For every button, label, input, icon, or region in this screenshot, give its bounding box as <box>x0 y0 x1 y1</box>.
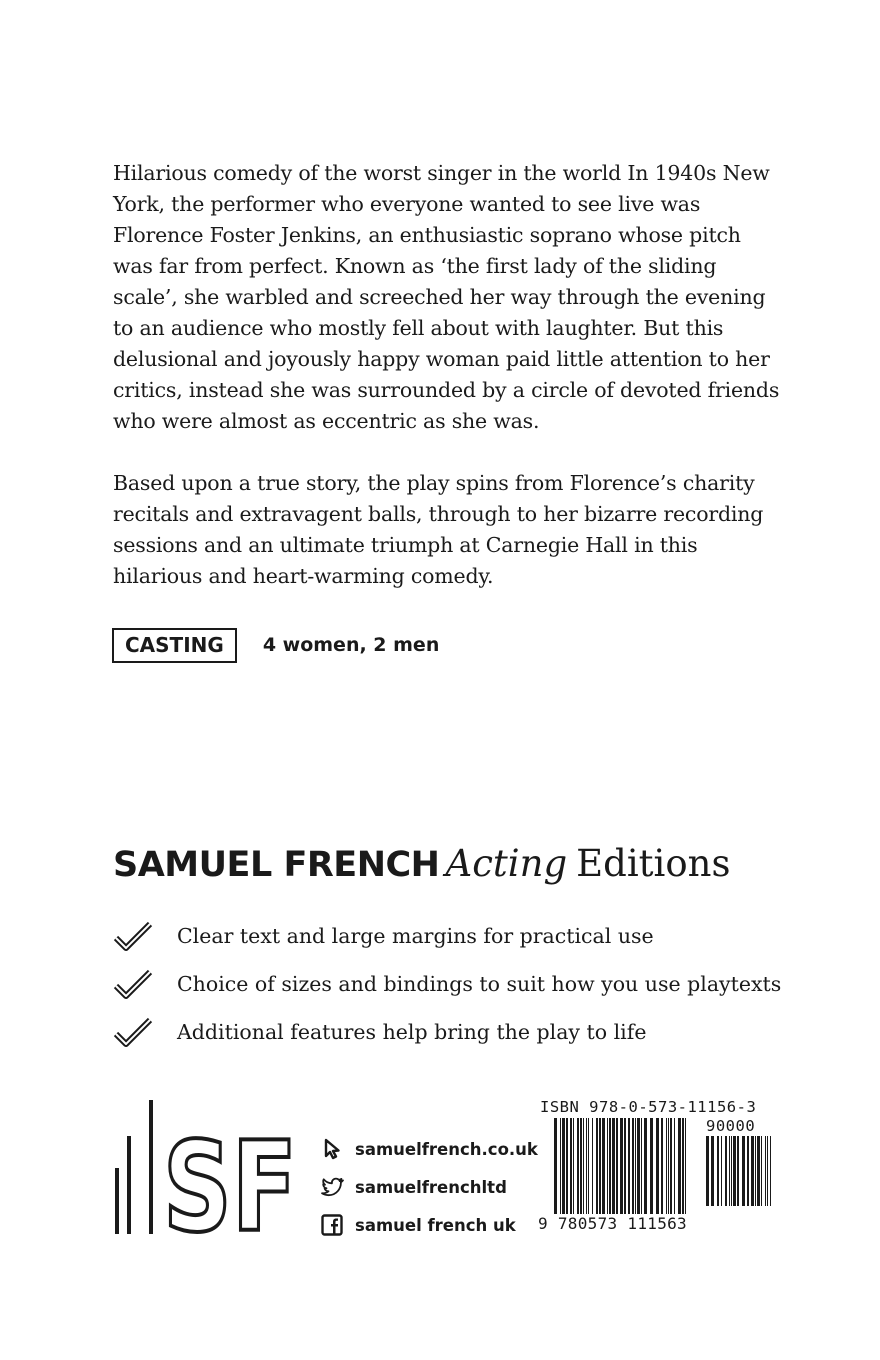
logo-text: SF <box>163 1116 297 1260</box>
series-italic-word: Acting <box>445 842 568 885</box>
feature-text: Choice of sizes and bindings to suit how you use playtexts <box>177 972 782 996</box>
website-text: samuelfrench.co.uk <box>355 1139 538 1159</box>
feature-text: Clear text and large margins for practical use <box>177 924 654 948</box>
feature-list <box>113 912 813 1056</box>
website-link[interactable] <box>320 1130 538 1168</box>
facebook-icon <box>320 1213 344 1237</box>
isbn-barcode <box>553 1118 691 1226</box>
facebook-text: samuel french uk <box>355 1215 516 1235</box>
publisher-name: SAMUEL FRENCH <box>113 845 440 885</box>
feature-text: Additional features help bring the play to life <box>177 1020 647 1044</box>
barcode-digits: 9 780573 111563 <box>538 1214 687 1233</box>
casting-value: 4 women, 2 men <box>262 634 440 656</box>
price-code: 90000 <box>706 1117 756 1135</box>
series-title <box>113 842 813 898</box>
feature-item <box>113 960 813 1008</box>
blurb <box>113 158 783 623</box>
checkmark-icon <box>113 920 153 952</box>
twitter-icon <box>320 1175 344 1199</box>
twitter-link[interactable] <box>320 1168 538 1206</box>
isbn-number: ISBN 978-0-573-11156-3 <box>540 1098 757 1116</box>
samuel-french-logo <box>113 1098 303 1260</box>
price-barcode <box>705 1136 773 1218</box>
facebook-link[interactable] <box>320 1206 538 1244</box>
feature-item <box>113 912 813 960</box>
blurb-paragraph-1: Hilarious comedy of the worst singer in the world In 1940s New York, the performer who everyone wanted to see live was Florence Foster Jenkins, an enthusiastic soprano whose pitch was far from perfect. Known as ‘the first lady of the sliding scale’, she warbled and screeched her way through the evening to an audience who mostly fell about with laughter. But this delusional and joyously happy woman paid little attention to her critics, instead she was surrounded by a circle of devoted friends who were almost as eccentric as she was. <box>113 161 780 433</box>
series-word: Editions <box>576 842 731 885</box>
casting-label: CASTING <box>112 628 237 663</box>
feature-item <box>113 1008 813 1056</box>
twitter-text: samuelfrenchltd <box>355 1177 507 1197</box>
checkmark-icon <box>113 968 153 1000</box>
checkmark-icon <box>113 1016 153 1048</box>
casting-info <box>112 627 439 663</box>
social-links <box>320 1130 538 1244</box>
blurb-paragraph-2: Based upon a true story, the play spins from Florence’s charity recitals and extravagent balls, through to her bizarre recording sessions and an ultimate triumph at Carnegie Hall in this hilarious and heart-warming comedy. <box>113 471 764 588</box>
cursor-icon <box>320 1137 344 1161</box>
